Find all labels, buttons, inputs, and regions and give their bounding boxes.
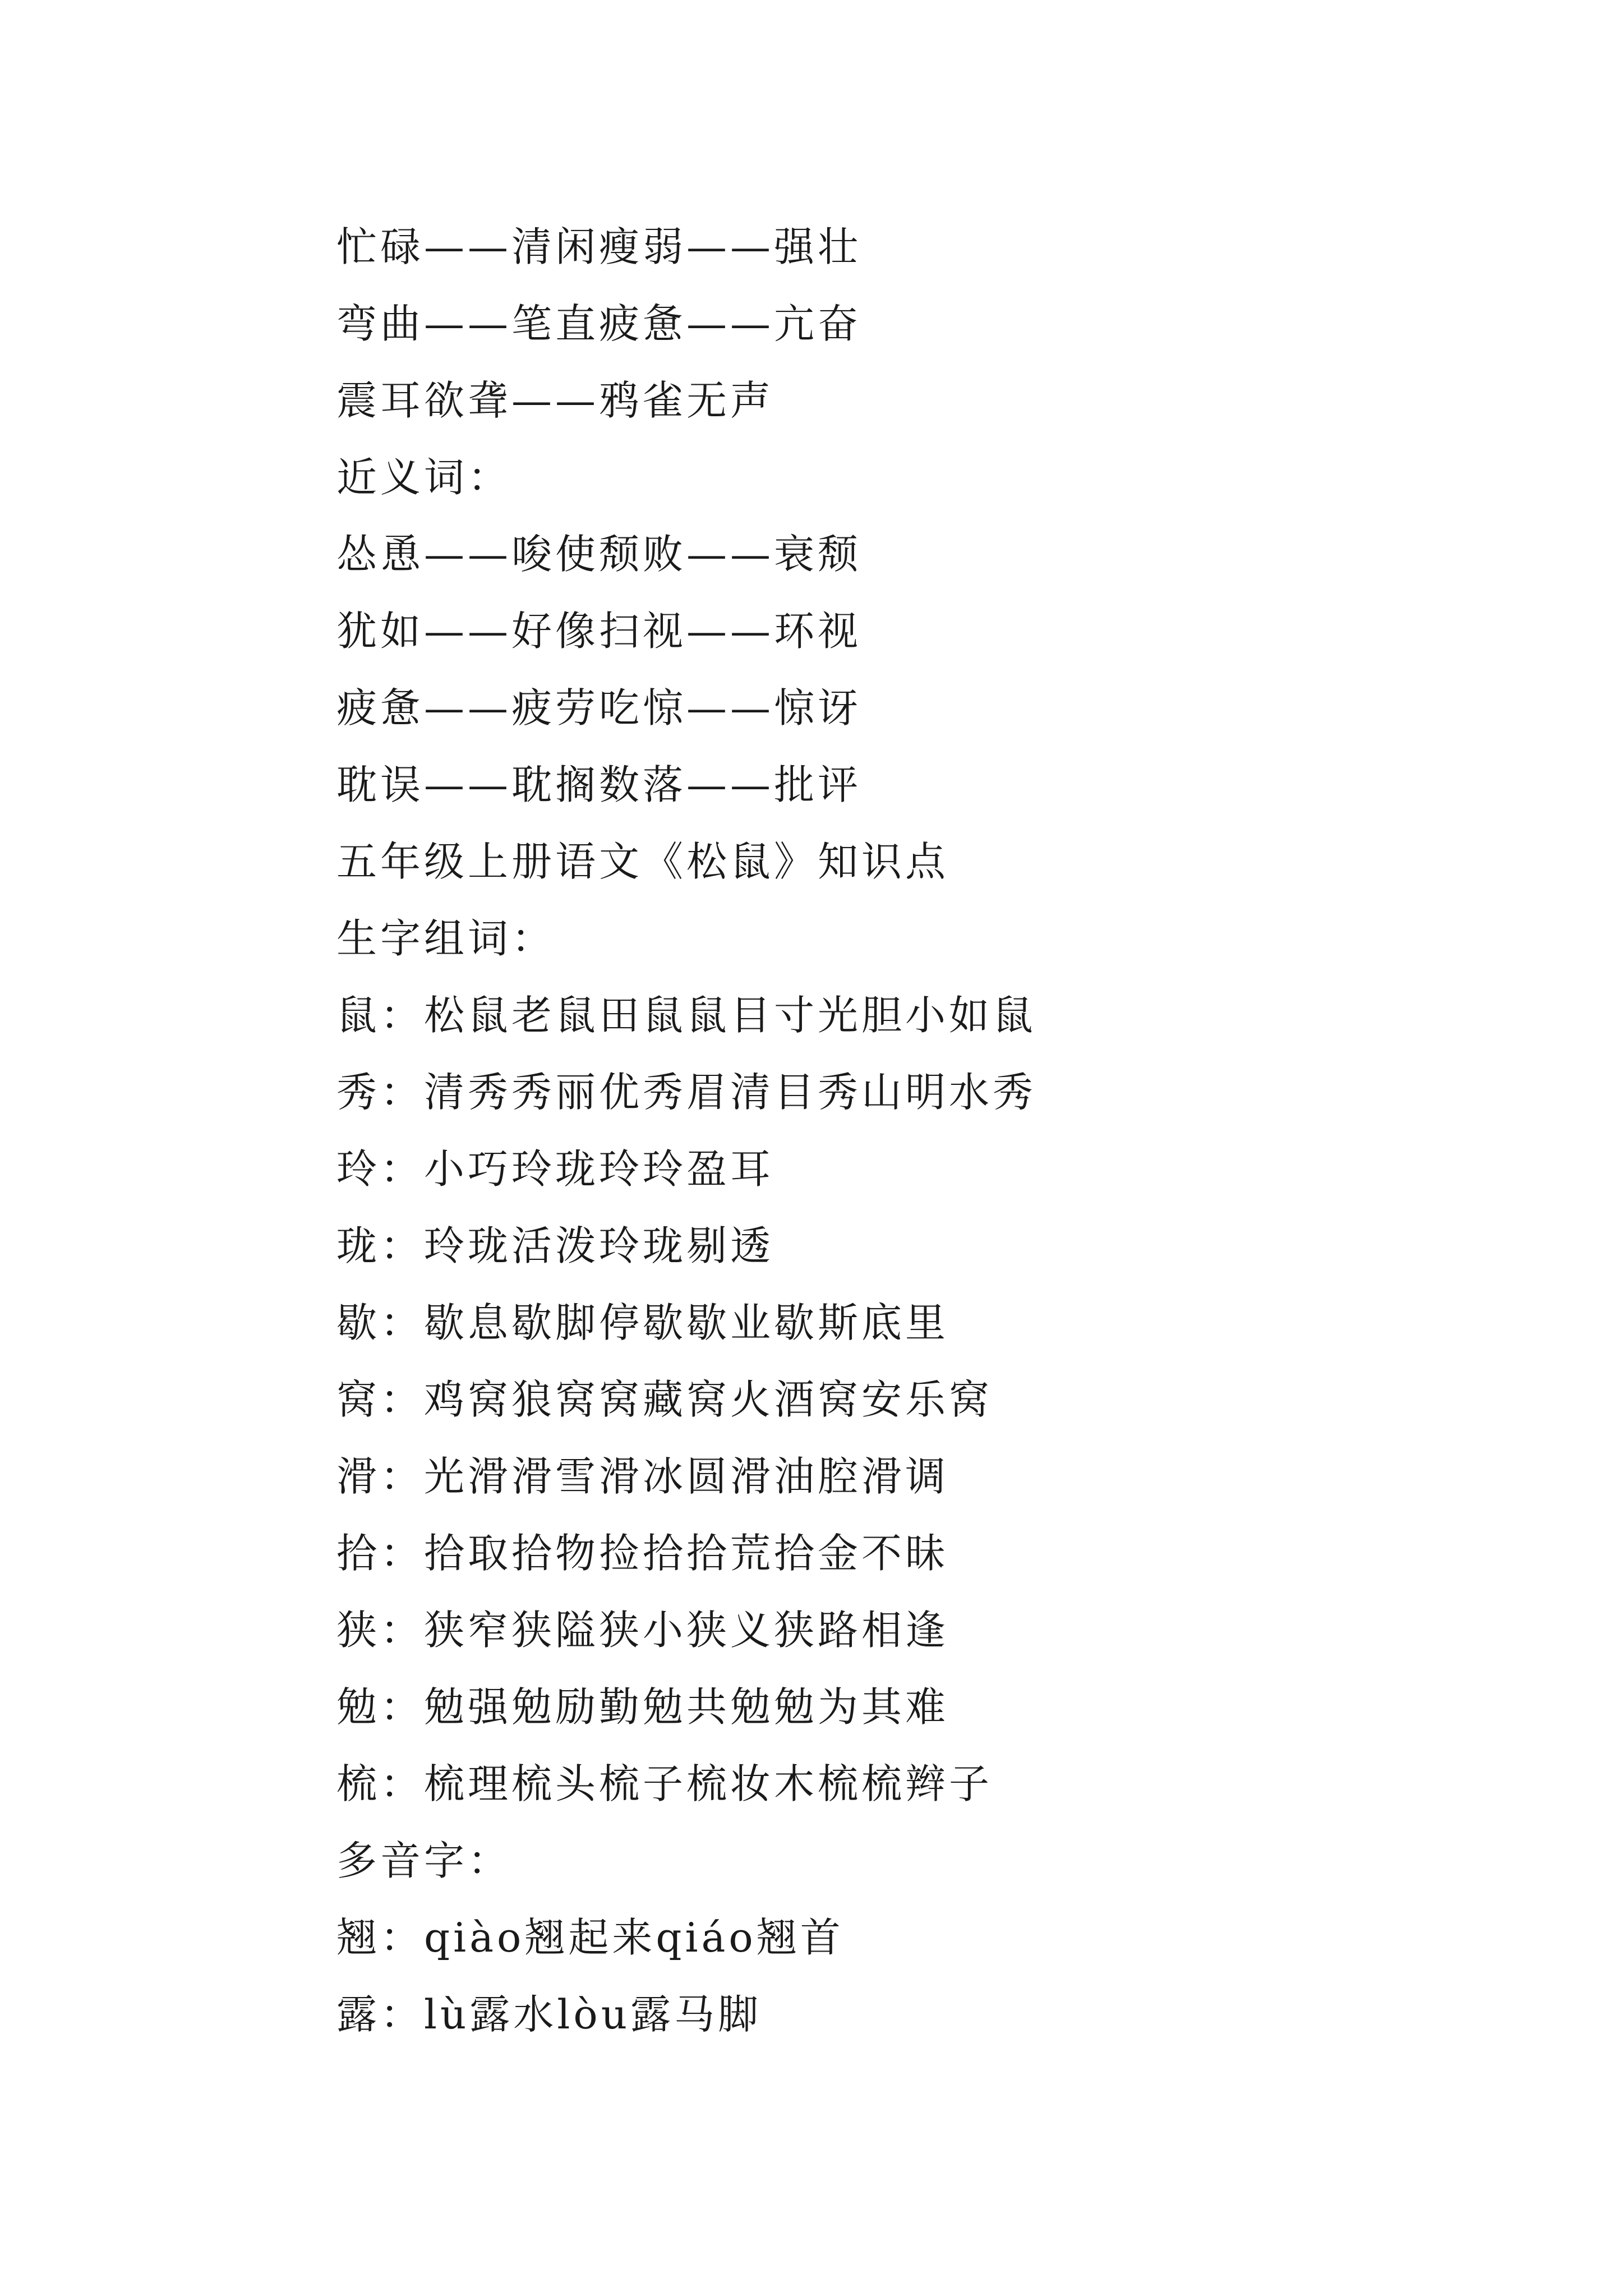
word-formation-line-11: 梳：梳理梳头梳子梳妆木梳梳辫子 — [336, 1760, 993, 1807]
section-title: 五年级上册语文《松鼠》知识点 — [336, 838, 949, 885]
word-formation-line-3: 玲：小巧玲珑玲玲盈耳 — [336, 1145, 774, 1193]
word-formation-heading: 生字组词： — [336, 915, 556, 962]
synonym-line-3: 疲惫——疲劳吃惊——惊讶 — [336, 684, 862, 731]
polyphone-line-1: 翘：qiào翘起来qiáo翘首 — [336, 1914, 844, 1961]
word-formation-line-8: 拾：拾取拾物捡拾拾荒拾金不昧 — [336, 1530, 949, 1577]
word-formation-line-1: 鼠：松鼠老鼠田鼠鼠目寸光胆小如鼠 — [336, 992, 1037, 1039]
polyphone-heading: 多音字： — [336, 1837, 512, 1884]
word-formation-line-10: 勉：勉强勉励勤勉共勉勉为其难 — [336, 1683, 949, 1731]
document-body — [336, 209, 1458, 2053]
synonym-heading: 近义词： — [336, 454, 512, 501]
word-formation-line-7: 滑：光滑滑雪滑冰圆滑油腔滑调 — [336, 1453, 949, 1500]
word-formation-line-9: 狭：狭窄狭隘狭小狭义狭路相逢 — [336, 1607, 949, 1654]
synonym-line-4: 耽误——耽搁数落——批评 — [336, 761, 862, 808]
word-formation-line-6: 窝：鸡窝狼窝窝藏窝火酒窝安乐窝 — [336, 1376, 993, 1423]
antonym-line-3: 震耳欲聋——鸦雀无声 — [336, 377, 774, 424]
polyphone-line-2: 露：lù露水lòu露马脚 — [336, 1991, 762, 2038]
antonym-line-1: 忙碌——清闲瘦弱——强壮 — [336, 223, 862, 270]
synonym-line-2: 犹如——好像扫视——环视 — [336, 608, 862, 655]
word-formation-line-4: 珑：玲珑活泼玲珑剔透 — [336, 1222, 774, 1269]
word-formation-line-5: 歇：歇息歇脚停歇歇业歇斯底里 — [336, 1299, 949, 1346]
word-formation-line-2: 秀：清秀秀丽优秀眉清目秀山明水秀 — [336, 1069, 1037, 1116]
antonym-line-2: 弯曲——笔直疲惫——亢奋 — [336, 300, 862, 347]
synonym-line-1: 怂恿——唆使颓败——衰颓 — [336, 531, 862, 578]
